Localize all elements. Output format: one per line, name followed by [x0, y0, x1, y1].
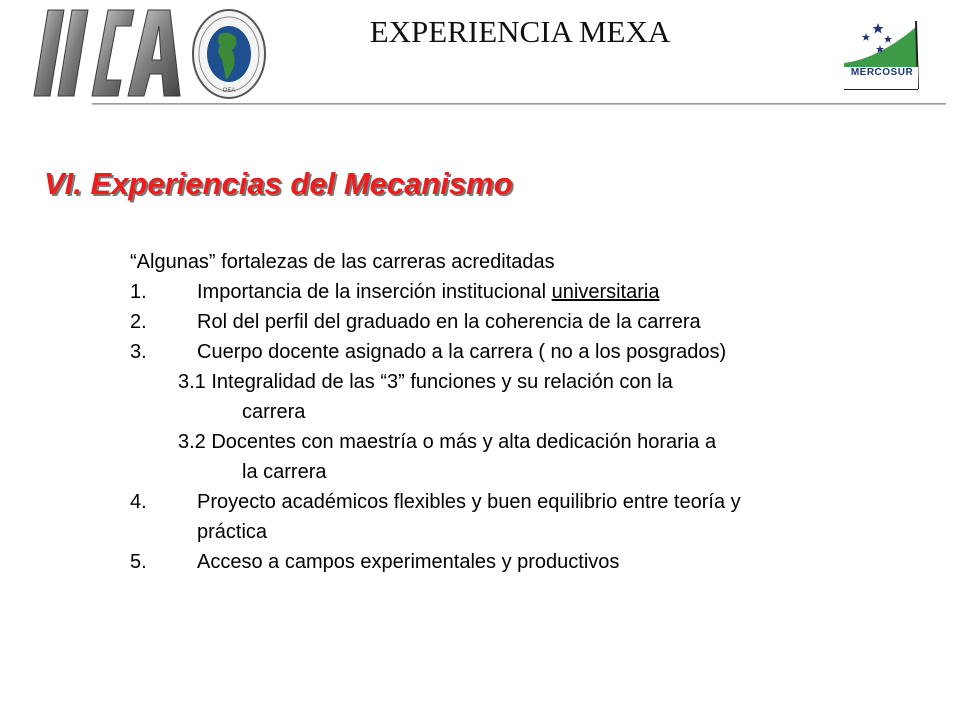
list-item	[130, 277, 850, 307]
list-item	[130, 487, 850, 517]
sub-item	[130, 367, 850, 397]
intro-line	[130, 247, 850, 277]
list-item	[130, 307, 850, 337]
item-text: Cuerpo docente asignado a la carrera ( no a los posgrados)	[197, 341, 727, 363]
item-number: 4.	[130, 491, 147, 513]
list-item-continuation	[130, 517, 850, 547]
sub-item-text: 3.2 Docentes con maestría o más y alta dedicación horaria a	[178, 431, 717, 453]
item-text-part: Importancia de la inserción institucional	[197, 281, 552, 303]
header-divider	[92, 103, 946, 105]
item-text: Proyecto académicos flexibles y buen equilibrio entre teoría y	[197, 491, 741, 513]
item-text-cont: práctica	[197, 521, 268, 543]
content-list	[130, 247, 850, 577]
sub-item-continuation	[130, 397, 850, 427]
item-number: 1.	[130, 281, 147, 303]
mercosur-label: MERCOSUR	[850, 67, 914, 78]
sub-item-text-cont: la carrera	[242, 461, 327, 483]
mercosur-logo	[838, 15, 924, 93]
sub-item	[130, 427, 850, 457]
iica-seal-icon	[190, 6, 268, 102]
intro-text: “Algunas” fortalezas de las carreras acreditadas	[130, 251, 555, 273]
sub-item-text: 3.1 Integralidad de las “3” funciones y su relación con la	[178, 371, 673, 393]
list-item	[130, 337, 850, 367]
item-number: 5.	[130, 551, 147, 573]
header-title: EXPERIENCIA MEXA	[369, 14, 671, 49]
iica-letters-logo	[28, 4, 188, 100]
svg-text:OEA: OEA	[222, 88, 236, 94]
item-number: 3.	[130, 341, 147, 363]
item-text: Rol del perfil del graduado en la coherencia de la carrera	[197, 311, 701, 333]
item-text: Acceso a campos experimentales y productivos	[197, 551, 620, 573]
sub-item-continuation	[130, 457, 850, 487]
item-text	[197, 277, 659, 307]
list-item	[130, 547, 850, 577]
iica-logo	[28, 4, 243, 100]
sub-item-text-cont: carrera	[242, 401, 306, 423]
underlined-word: universitaria	[551, 281, 660, 303]
item-number: 2.	[130, 311, 147, 333]
section-title: VI. Experiencias del Mecanismo	[44, 166, 513, 201]
